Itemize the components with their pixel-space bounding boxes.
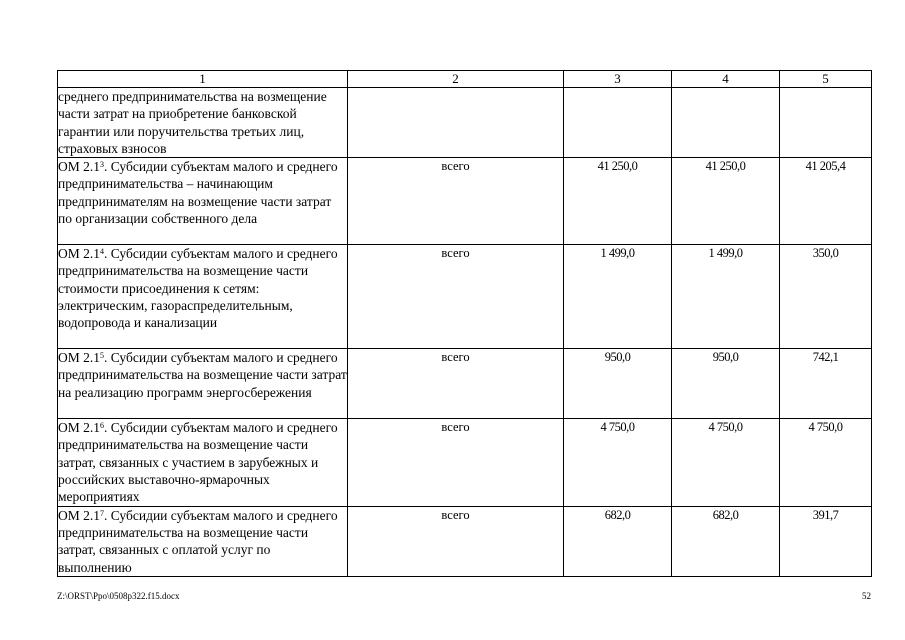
row-value-4: 682,0 [672, 506, 780, 576]
row-value-5: 391,7 [780, 506, 872, 576]
budget-table [57, 70, 872, 577]
footer-page-number: 52 [862, 591, 871, 601]
row-code-sup: 6 [100, 421, 105, 431]
row-value-4: 4 750,0 [672, 419, 780, 506]
row-description [58, 419, 348, 506]
row-value-4: 1 499,0 [672, 245, 780, 349]
table-row [58, 88, 872, 158]
header-col-4: 4 [672, 71, 780, 88]
row-description [58, 506, 348, 576]
header-col-1: 1 [58, 71, 348, 88]
row-type: всего [348, 245, 564, 349]
row-code-sup: 7 [100, 508, 105, 518]
row-value-5 [780, 88, 872, 158]
row-code: ОМ 2.1 [58, 246, 101, 262]
row-description [58, 245, 348, 349]
row-type [348, 88, 564, 158]
table-row [58, 419, 872, 506]
row-value-4 [672, 88, 780, 158]
row-code: ОМ 2.1 [58, 507, 101, 523]
row-code: ОМ 2.1 [58, 159, 101, 175]
row-type: всего [348, 506, 564, 576]
row-code-sup: 3 [100, 160, 105, 170]
row-value-4: 950,0 [672, 349, 780, 419]
table-row [58, 245, 872, 349]
row-text: среднего предпринимательства на возмещение части затрат на приобретение банковской гарантии или поручительства третьих лиц, страховых взносов [58, 89, 327, 156]
row-description [58, 158, 348, 245]
row-code-sup: 4 [100, 247, 105, 257]
header-col-2: 2 [348, 71, 564, 88]
row-type: всего [348, 349, 564, 419]
row-type: всего [348, 419, 564, 506]
row-text: . Субсидии субъектам малого и среднего предпринимательства – начинающим предпринимателям на возмещение части затрат по организации собственного дела [58, 159, 338, 227]
row-text: . Субсидии субъектам малого и среднего предпринимательства на возмещение части стоимости присоединения к сетям: электрическим, газораспределительным, водопровода и канализации [58, 246, 338, 331]
table-row [58, 506, 872, 576]
footer-file-path: Z:\ORST\Ppo\0508p322.f15.docx [57, 591, 180, 601]
header-row [58, 71, 872, 88]
row-value-5: 742,1 [780, 349, 872, 419]
row-type: всего [348, 158, 564, 245]
row-value-3: 4 750,0 [564, 419, 672, 506]
row-value-3 [564, 88, 672, 158]
row-value-3: 41 250,0 [564, 158, 672, 245]
row-text: . Субсидии субъектам малого и среднего предпринимательства на возмещение части затрат, связанных с оплатой услуг по выполнению [58, 507, 338, 575]
table-row [58, 349, 872, 419]
row-value-5: 350,0 [780, 245, 872, 349]
row-value-4: 41 250,0 [672, 158, 780, 245]
row-value-3: 682,0 [564, 506, 672, 576]
header-col-5: 5 [780, 71, 872, 88]
table-row [58, 158, 872, 245]
row-description [58, 88, 348, 158]
row-code: ОМ 2.1 [58, 420, 101, 436]
row-value-5: 4 750,0 [780, 419, 872, 506]
row-text: . Субсидии субъектам малого и среднего предпринимательства на возмещение части затрат, связанных с участием в зарубежных и российских выставочно-ярмарочных мероприятиях [58, 420, 338, 505]
row-value-3: 1 499,0 [564, 245, 672, 349]
row-code-sup: 5 [100, 351, 105, 361]
row-value-3: 950,0 [564, 349, 672, 419]
row-description [58, 349, 348, 419]
row-text: . Субсидии субъектам малого и среднего предпринимательства на возмещение части затрат на реализацию программ энергосбережения [58, 350, 347, 400]
row-value-5: 41 205,4 [780, 158, 872, 245]
header-col-3: 3 [564, 71, 672, 88]
row-code: ОМ 2.1 [58, 350, 101, 366]
